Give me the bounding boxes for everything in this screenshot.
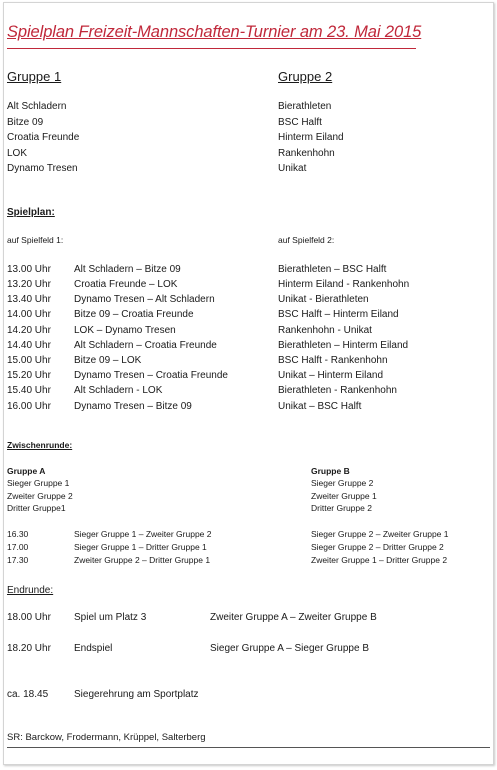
game-time: 14.00 Uhr xyxy=(7,309,51,320)
game-field2: Bierathleten – BSC Halft xyxy=(278,264,387,275)
field1-label: auf Spielfeld 1: xyxy=(7,235,64,245)
game-time: 14.40 Uhr xyxy=(7,340,51,351)
bottom-rule xyxy=(7,747,490,748)
game-field1: Alt Schladern – Bitze 09 xyxy=(74,264,181,275)
game-field1: Bitze 09 – LOK xyxy=(74,355,142,366)
endrunde-name: Endspiel xyxy=(74,643,113,654)
gruppe-a-entry: Zweiter Gruppe 2 xyxy=(7,491,73,501)
gruppe1-team: Croatia Freunde xyxy=(7,132,80,143)
ceremony-time: ca. 18.45 xyxy=(7,689,49,700)
game-time: 13.40 Uhr xyxy=(7,294,51,305)
gruppe-b-entry: Sieger Gruppe 2 xyxy=(311,478,374,488)
game-field1: Alt Schladern - LOK xyxy=(74,385,163,396)
document-page xyxy=(3,2,494,765)
game-field2: BSC Halft - Rankenhohn xyxy=(278,355,388,366)
spielplan-heading: Spielplan: xyxy=(7,207,55,218)
game-time: 16.00 Uhr xyxy=(7,401,51,412)
gruppe-b-entry: Dritter Gruppe 2 xyxy=(311,503,372,513)
gruppe1-team: Bitze 09 xyxy=(7,117,44,128)
gruppe2-team: Bierathleten xyxy=(278,101,332,112)
game-field1: Bitze 09 – Croatia Freunde xyxy=(74,309,194,320)
gruppe-a-entry: Dritter Gruppe1 xyxy=(7,503,66,513)
game-field2: Unikat – BSC Halft xyxy=(278,401,362,412)
endrunde-match: Sieger Gruppe A – Sieger Gruppe B xyxy=(210,643,369,654)
game-time: 15.40 Uhr xyxy=(7,385,51,396)
game-time: 14.20 Uhr xyxy=(7,325,51,336)
gruppe-b-heading: Gruppe B xyxy=(311,466,350,476)
zwischenrunde-heading: Zwischenrunde: xyxy=(7,440,73,450)
gruppe-a-entry: Sieger Gruppe 1 xyxy=(7,478,70,488)
game-field2: Rankenhohn - Unikat xyxy=(278,325,372,336)
game-field2: Unikat - Bierathleten xyxy=(278,294,369,305)
endrunde-time: 18.20 Uhr xyxy=(7,643,51,654)
game-field1: Alt Schladern – Croatia Freunde xyxy=(74,340,217,351)
game-time: 13.00 Uhr xyxy=(7,264,51,275)
game-field1: Croatia Freunde – LOK xyxy=(74,279,178,290)
gruppe2-team: BSC Halft xyxy=(278,117,322,128)
zwischen-time: 17.30 xyxy=(7,555,29,565)
endrunde-name: Spiel um Platz 3 xyxy=(74,612,147,623)
zwischen-game-a: Sieger Gruppe 1 – Dritter Gruppe 1 xyxy=(74,542,207,552)
endrunde-time: 18.00 Uhr xyxy=(7,612,51,623)
gruppe1-heading: Gruppe 1 xyxy=(7,69,62,84)
zwischen-time: 16.30 xyxy=(7,529,29,539)
game-field1: Dynamo Tresen – Alt Schladern xyxy=(74,294,215,305)
zwischen-game-b: Sieger Gruppe 2 – Zweiter Gruppe 1 xyxy=(311,529,449,539)
game-field2: Bierathleten – Hinterm Eiland xyxy=(278,340,409,351)
game-time: 15.20 Uhr xyxy=(7,370,51,381)
zwischen-time: 17.00 xyxy=(7,542,29,552)
game-field1: Dynamo Tresen – Bitze 09 xyxy=(74,401,192,412)
gruppe-b-entry: Zweiter Gruppe 1 xyxy=(311,491,377,501)
page-title: Spielplan Freizeit-Mannschaften-Turnier am 23. Mai 2015 xyxy=(7,23,422,41)
endrunde-match: Zweiter Gruppe A – Zweiter Gruppe B xyxy=(210,612,377,623)
game-field1: Dynamo Tresen – Croatia Freunde xyxy=(74,370,228,381)
zwischen-game-b: Sieger Gruppe 2 – Dritter Gruppe 2 xyxy=(311,542,444,552)
gruppe2-team: Unikat xyxy=(278,163,307,174)
game-field2: Hinterm Eiland - Rankenhohn xyxy=(278,279,410,290)
gruppe2-heading: Gruppe 2 xyxy=(278,69,333,84)
gruppe1-team: Dynamo Tresen xyxy=(7,163,78,174)
field2-label: auf Spielfeld 2: xyxy=(278,235,335,245)
game-field1: LOK – Dynamo Tresen xyxy=(74,325,176,336)
zwischen-game-a: Zweiter Gruppe 2 – Dritter Gruppe 1 xyxy=(74,555,211,565)
gruppe-a-heading: Gruppe A xyxy=(7,466,46,476)
gruppe2-team: Hinterm Eiland xyxy=(278,132,344,143)
gruppe1-team: LOK xyxy=(7,148,28,159)
endrunde-heading: Endrunde: xyxy=(7,585,54,596)
game-time: 13.20 Uhr xyxy=(7,279,51,290)
game-time: 15.00 Uhr xyxy=(7,355,51,366)
title-rule xyxy=(7,48,416,49)
ceremony-text: Siegerehrung am Sportplatz xyxy=(74,689,199,700)
game-field2: BSC Halft – Hinterm Eiland xyxy=(278,309,399,320)
gruppe1-team: Alt Schladern xyxy=(7,101,67,112)
gruppe2-team: Rankenhohn xyxy=(278,148,335,159)
zwischen-game-b: Zweiter Gruppe 1 – Dritter Gruppe 2 xyxy=(311,555,448,565)
game-field2: Bierathleten - Rankenhohn xyxy=(278,385,397,396)
zwischen-game-a: Sieger Gruppe 1 – Zweiter Gruppe 2 xyxy=(74,529,212,539)
referees-line: SR: Barckow, Frodermann, Krüppel, Salterberg xyxy=(7,732,206,743)
game-field2: Unikat – Hinterm Eiland xyxy=(278,370,384,381)
